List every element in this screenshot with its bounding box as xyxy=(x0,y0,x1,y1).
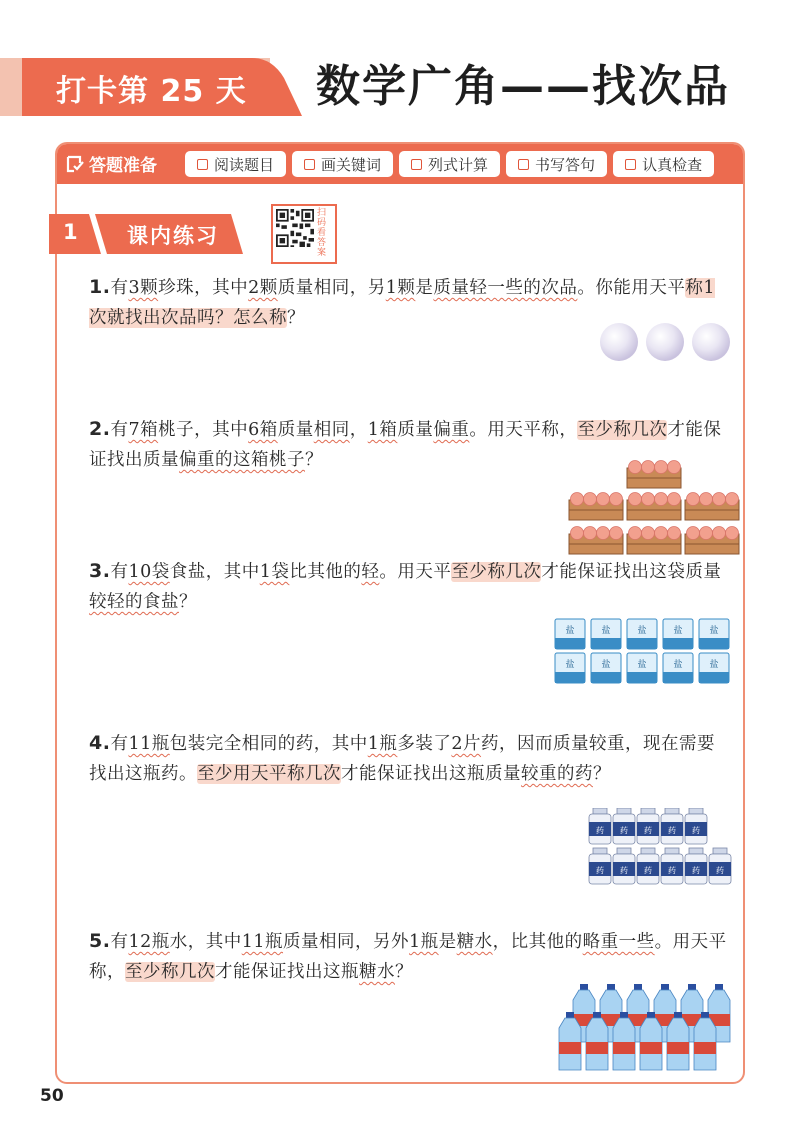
text-run: ？ xyxy=(179,592,197,612)
question-number: 2. xyxy=(89,418,111,440)
checklist-item-label: 阅读题目 xyxy=(214,155,275,174)
question-4 xyxy=(89,728,729,789)
salt-label: 盐 xyxy=(673,660,683,670)
salt-bag xyxy=(663,619,693,649)
highlighted-phrase: 至少用天平称几次 xyxy=(197,764,341,784)
medicine-label: 药 xyxy=(644,866,652,875)
text-run: 有 xyxy=(110,278,129,298)
salt-label: 盐 xyxy=(601,626,611,636)
keyword-phrase: 偏重 xyxy=(433,420,470,440)
peach-box xyxy=(569,493,623,521)
medicine-bottle xyxy=(685,848,707,884)
keyword-phrase: 1箱 xyxy=(367,420,398,440)
text-run: 质量相同，另 xyxy=(277,278,386,298)
text-run: 水，其中 xyxy=(169,932,242,952)
highlighted-phrase: 至少称几次 xyxy=(451,562,542,582)
page-number: 50 xyxy=(40,1086,64,1106)
salt-label: 盐 xyxy=(565,660,575,670)
medicine-label: 药 xyxy=(716,866,724,875)
checkbox-icon[interactable] xyxy=(197,159,208,170)
keyword-phrase: 相同 xyxy=(313,420,350,440)
text-run: 。用天平称， xyxy=(469,420,578,440)
text-run: 质量相同，另外 xyxy=(283,932,410,952)
medicine-bottle xyxy=(637,848,659,884)
salt-bags-illustration xyxy=(553,618,735,684)
salt-label: 盐 xyxy=(565,626,575,636)
text-run: 。用天平 xyxy=(379,562,452,582)
medicine-label: 药 xyxy=(620,826,628,835)
peach-box xyxy=(685,493,739,521)
text-run: 是 xyxy=(438,932,457,952)
medicine-bottle xyxy=(637,808,659,844)
salt-label: 盐 xyxy=(637,626,647,636)
salt-bag xyxy=(663,653,693,683)
peach-box xyxy=(569,527,623,555)
question-number: 4. xyxy=(89,732,111,754)
checklist-item-check[interactable] xyxy=(613,151,714,177)
checklist-item-read[interactable] xyxy=(185,151,286,177)
question-text xyxy=(89,932,727,982)
checklist-item-label: 画关键词 xyxy=(321,155,382,174)
text-run: 食盐，其中 xyxy=(169,562,260,582)
medicine-bottle xyxy=(589,848,611,884)
text-run: 多装了 xyxy=(397,734,452,754)
peach-boxes-illustration xyxy=(565,454,745,558)
section-heading xyxy=(49,214,249,254)
text-run: ？ xyxy=(395,962,413,982)
medicine-bottle xyxy=(685,808,707,844)
highlighted-phrase: 至少称几次 xyxy=(125,962,215,982)
keyword-phrase: 质量轻一些的次品 xyxy=(433,278,578,298)
text-run: 才能保证找出这瓶 xyxy=(215,962,359,982)
section-title: 课内练习 xyxy=(127,224,219,248)
question-text xyxy=(89,562,721,612)
medicine-bottle xyxy=(589,808,611,844)
salt-bag xyxy=(627,619,657,649)
text-run: 才能保证找出这瓶质量 xyxy=(341,764,521,784)
text-run: 才能保证找出质量 xyxy=(89,420,722,470)
checkbox-icon[interactable] xyxy=(411,159,422,170)
pencil-check-icon xyxy=(65,154,85,174)
text-run: 有 xyxy=(110,734,129,754)
text-run: ？ xyxy=(287,308,305,328)
question-number: 1. xyxy=(89,276,111,298)
text-run: ，比其他的 xyxy=(492,932,583,952)
qr-caption: 扫码看答案 xyxy=(317,208,327,258)
medicine-bottle xyxy=(613,808,635,844)
keyword-phrase: 糖水 xyxy=(456,932,493,952)
keyword-phrase: 1颗 xyxy=(385,278,416,298)
salt-bag xyxy=(591,619,621,649)
checklist-item-label: 书写答句 xyxy=(535,155,596,174)
text-run: 珍珠，其中 xyxy=(158,278,249,298)
keyword-phrase: 1瓶 xyxy=(409,932,439,952)
medicine-bottle xyxy=(709,848,731,884)
keyword-phrase: 12瓶 xyxy=(128,932,170,952)
qr-code[interactable] xyxy=(271,204,337,264)
keyword-phrase: 较重的药 xyxy=(521,764,593,784)
answer-prep-label xyxy=(65,151,157,176)
peach-box xyxy=(627,461,681,489)
checkbox-icon[interactable] xyxy=(518,159,529,170)
text-run: 包装完全相同的药，其中 xyxy=(169,734,368,754)
text-run: 质量 xyxy=(277,420,314,440)
checkbox-icon[interactable] xyxy=(304,159,315,170)
salt-label: 盐 xyxy=(601,660,611,670)
keyword-phrase: 2片 xyxy=(451,734,482,754)
medicine-label: 药 xyxy=(620,866,628,875)
keyword-phrase: 1瓶 xyxy=(367,734,398,754)
keyword-phrase: 11瓶 xyxy=(241,932,284,952)
medicine-bottles-illustration xyxy=(585,808,737,888)
medicine-label: 药 xyxy=(668,826,676,835)
text-run: 。你能用天平 xyxy=(577,278,686,298)
question-text xyxy=(89,734,715,784)
question-5 xyxy=(89,926,729,987)
question-number: 3. xyxy=(89,560,111,582)
medicine-bottle xyxy=(613,848,635,884)
highlighted-phrase: 至少称几次 xyxy=(577,420,668,440)
highlighted-phrase: 称1次就找出次品吗？怎么称 xyxy=(89,278,716,328)
text-run: 有 xyxy=(110,562,129,582)
keyword-phrase: 糖水 xyxy=(359,962,395,982)
exercise-card xyxy=(55,142,745,1084)
keyword-phrase: 1袋 xyxy=(259,562,290,582)
medicine-label: 药 xyxy=(596,826,604,835)
keyword-phrase: 6箱 xyxy=(248,420,278,440)
text-run: 药，因而质量较重，现在需要找出这瓶药。 xyxy=(89,734,716,784)
text-run: ， xyxy=(349,420,368,440)
question-number: 5. xyxy=(89,930,111,952)
salt-label: 盐 xyxy=(709,626,719,636)
checklist-item-label: 列式计算 xyxy=(428,155,489,174)
checklist-item-calculate[interactable] xyxy=(399,151,500,177)
salt-bag xyxy=(627,653,657,683)
medicine-label: 药 xyxy=(692,826,700,835)
keyword-phrase: 11瓶 xyxy=(128,734,170,754)
qr-code-icon xyxy=(276,209,314,247)
text-run: 质量 xyxy=(397,420,434,440)
question-3 xyxy=(89,556,729,617)
checklist-item-keywords[interactable] xyxy=(292,151,393,177)
answer-prep-bar xyxy=(57,144,743,184)
checklist-item-answer[interactable] xyxy=(506,151,607,177)
salt-label: 盐 xyxy=(637,660,647,670)
medicine-label: 药 xyxy=(668,866,676,875)
medicine-label: 药 xyxy=(692,866,700,875)
keyword-phrase: 2颗 xyxy=(248,278,278,298)
text-run: 桃子，其中 xyxy=(158,420,249,440)
medicine-label: 药 xyxy=(596,866,604,875)
answer-prep-text: 答题准备 xyxy=(89,156,157,176)
peach-box xyxy=(627,527,681,555)
text-run: 才能保证找出这袋质量 xyxy=(541,562,722,582)
day-tag xyxy=(22,58,302,116)
medicine-bottle xyxy=(661,808,683,844)
peach-box xyxy=(685,527,739,555)
keyword-phrase: 轻 xyxy=(361,562,380,582)
keyword-phrase: 7箱 xyxy=(128,420,159,440)
salt-label: 盐 xyxy=(709,660,719,670)
medicine-bottle xyxy=(661,848,683,884)
text-run: ？ xyxy=(593,764,611,784)
salt-bag xyxy=(555,653,585,683)
text-run: 有 xyxy=(110,932,129,952)
text-run: 比其他的 xyxy=(289,562,362,582)
keyword-phrase: 略重一些 xyxy=(582,932,655,952)
checkbox-icon[interactable] xyxy=(625,159,636,170)
answer-prep-checklist xyxy=(185,151,714,177)
keyword-phrase: 较轻的食盐 xyxy=(89,592,179,612)
text-run: ？ xyxy=(305,450,323,470)
text-run: 。用天平称， xyxy=(89,932,727,982)
salt-label: 盐 xyxy=(673,626,683,636)
page-title: 数学广角——找次品 xyxy=(316,61,730,112)
text-run: 有 xyxy=(110,420,129,440)
keyword-phrase: 10袋 xyxy=(128,562,170,582)
pearls-illustration xyxy=(597,316,732,364)
salt-bag xyxy=(591,653,621,683)
medicine-label: 药 xyxy=(644,826,652,835)
salt-bag xyxy=(699,653,729,683)
keyword-phrase: 偏重的这箱桃子 xyxy=(179,450,305,470)
day-tag-text: 打卡第 25 天 xyxy=(56,74,247,109)
checklist-item-label: 认真检查 xyxy=(642,155,703,174)
salt-bag xyxy=(699,619,729,649)
keyword-phrase: 3颗 xyxy=(128,278,159,298)
salt-bag xyxy=(555,619,585,649)
section-number: 1 xyxy=(63,220,78,244)
peach-box xyxy=(627,493,681,521)
text-run: 是 xyxy=(415,278,434,298)
water-bottles-illustration xyxy=(557,984,735,1074)
